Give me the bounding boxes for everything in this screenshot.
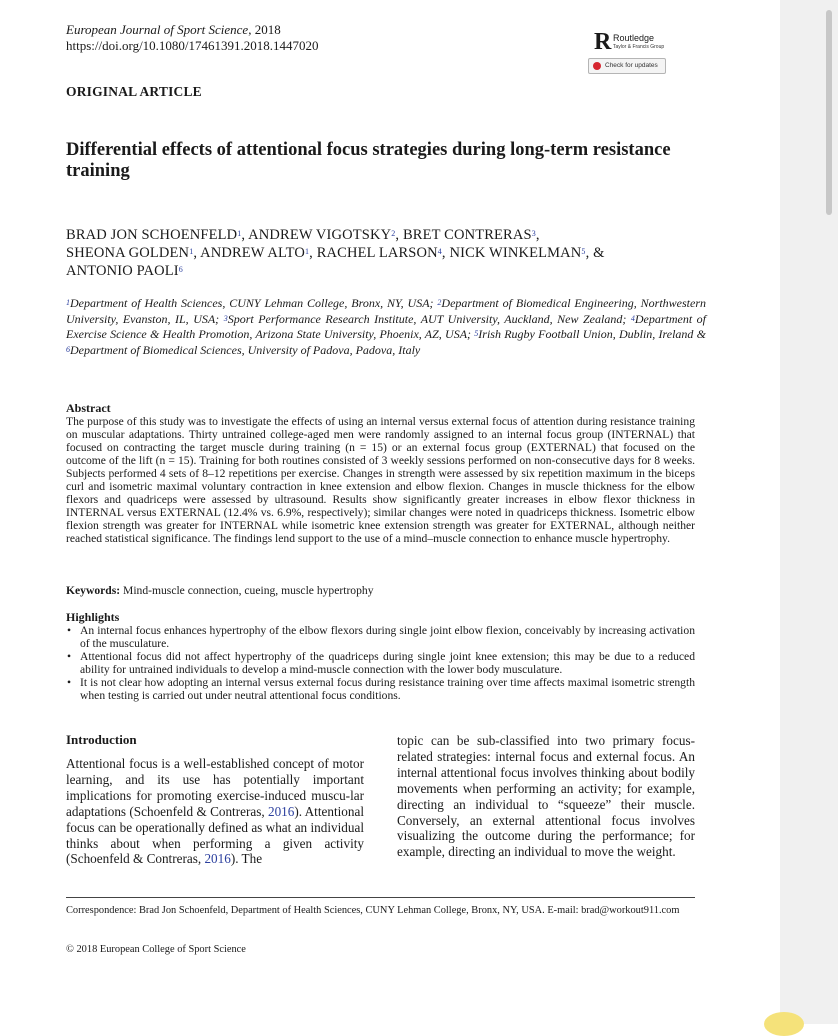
routledge-r-icon: R — [594, 29, 612, 55]
footnote-divider — [66, 897, 695, 898]
journal-citation — [66, 22, 281, 38]
publisher-sub: Taylor & Francis Group — [613, 44, 665, 50]
introduction-left-column: Attentional focus is a well-established concept of motor learning, and its use has potentially important implications for promoting exercise-induced muscu-lar adaptations (Schoenfeld & Contreras, 2016). Attentional focus can be operationally defined as what an individual thinks about when performing a given activity (Schoenfeld & Contreras, 2016). The — [66, 756, 364, 867]
affil-link[interactable]: 3 — [531, 229, 536, 238]
author: BRAD JON SCHOENFELD$^1$, — [66, 227, 249, 243]
keywords-text: Mind-muscle connection, cueing, muscle hypertrophy — [120, 584, 374, 597]
publisher-name: Routledge — [613, 33, 655, 43]
list-item: • It is not clear how adopting an internal versus external focus during resistance training over time affects maximal isometric strength when testing is carried out under neutral attentional focus conditions. — [66, 676, 695, 702]
affil-link[interactable]: 5 — [581, 247, 586, 256]
keywords — [66, 584, 695, 598]
article-type: ORIGINAL ARTICLE — [66, 84, 202, 99]
journal-year: , 2018 — [248, 22, 281, 37]
affil-link[interactable]: 4 — [437, 247, 442, 256]
author-list — [66, 226, 706, 280]
check-updates-label: Check for updates — [605, 62, 658, 69]
introduction-heading: Introduction — [66, 732, 137, 747]
introduction-right-column: topic can be sub-classified into two primary focus-related strategies: internal focus and external focus. An internal attentional focus involves thinking about bodily movements when performing an activity; for example, directing an individual to “squeeze” their muscle. Conversely, an external attentional focus involves visualizing the outcome during the performance; for example, directing an individual to move the weight. — [397, 733, 695, 860]
affil-link[interactable]: 1 — [189, 247, 194, 256]
abstract-heading: Abstract — [66, 401, 111, 415]
abstract-text: The purpose of this study was to investigate the effects of using an internal versus external focus of attention during resistance training on muscular adaptations. Thirty untrained college-aged men were randomly assigned to an internal focus group (INTERNAL) that focused on contracting the target muscle during training (n = 15) or an external focus group (EXTERNAL) that focused on the outcome of the lift (n = 15). Training for both routines consisted of 3 weekly sessions performed on non-consecutive days for 8 weeks. Subjects performed 4 sets of 8–12 repetitions per exercise. Changes in strength were assessed by six repetition maximum in the biceps curl and isometric maximal voluntary contraction in knee extension and elbow flexion. Changes in muscle thickness for the elbow flexors and quadriceps were assessed by ultrasound. Results show significantly greater increases in elbow flexor thickness in INTERNAL versus EXTERNAL (12.4% vs. 6.9%, respectively); similar changes were noted in quadriceps thickness. Isometric elbow flexion strength was greater for INTERNAL while isometric knee extension strength was greater for EXTERNAL, although neither reached statistical significance. The findings lend support to the use of a mind–muscle connection to enhance muscle hypertrophy. — [66, 415, 695, 545]
copyright: © 2018 European College of Sport Science — [66, 944, 246, 955]
author: ANDREW ALTO$^1$, — [200, 245, 317, 261]
affil-link[interactable]: 1 — [237, 229, 242, 238]
author: ANDREW VIGOTSKY$^2$, — [248, 227, 403, 243]
author: NICK WINKELMAN$^5$, & — [449, 245, 605, 261]
affil-link[interactable]: 1 — [305, 247, 310, 256]
citation-link[interactable]: 2016 — [204, 851, 231, 867]
check-for-updates-button[interactable] — [588, 58, 666, 74]
highlights-heading: Highlights — [66, 610, 120, 624]
correspondence: Correspondence: Brad Jon Schoenfeld, Department of Health Sciences, CUNY Lehman College, Bronx, NY, USA. E-mail: brad@workout911.com — [66, 905, 680, 916]
author: RACHEL LARSON$^4$, — [316, 245, 450, 261]
affil-link[interactable]: 6 — [178, 265, 183, 274]
doi-link[interactable]: https://doi.org/10.1080/17461391.2018.1447020 — [66, 38, 319, 53]
routledge-logo — [594, 30, 674, 54]
list-item: • An internal focus enhances hypertrophy of the elbow flexors during single joint elbow flexion, conceivably by increasing activation of the musculature. — [66, 624, 695, 650]
citation-link[interactable]: 2016 — [267, 803, 295, 819]
author: BRET CONTRERAS$^3$, — [402, 227, 540, 243]
keywords-label: Keywords: — [66, 584, 121, 597]
crossmark-icon — [593, 62, 601, 70]
author: ANTONIO PAOLI$^6$ — [66, 263, 183, 279]
list-item: • Attentional focus did not affect hypertrophy of the quadriceps during single joint knee extension; this may be due to a reduced ability for untrained individuals to develop a mind-muscle connection with the lower body musculature. — [66, 650, 695, 676]
highlights-list — [66, 624, 695, 702]
journal-name: European Journal of Sport Science — [66, 22, 249, 37]
article-title: Differential effects of attentional focus strategies during long-term resistance training — [66, 140, 671, 181]
corner-widget[interactable] — [764, 1012, 804, 1036]
affiliations: $^1$Department of Health Sciences, CUNY Lehman College, Bronx, NY, USA; $^2$Department of Biomedical Engineering, Northwestern University, Evanston, IL, USA; $^3$Sport Performance Research Institute, AUT University, Auckland, New Zealand; $^4$Department of Exercise Science & Health Promotion, Arizona State University, Phoenix, AZ, USA; $^5$Irish Rugby Football Union, Dublin, Ireland & $^6$Department of Biomedical Sciences, University of Padova, Padova, Italy — [66, 296, 706, 357]
scrollbar-thumb[interactable] — [826, 10, 832, 215]
affil-link[interactable]: 2 — [391, 229, 396, 238]
author: SHEONA GOLDEN$^1$, — [66, 245, 201, 261]
